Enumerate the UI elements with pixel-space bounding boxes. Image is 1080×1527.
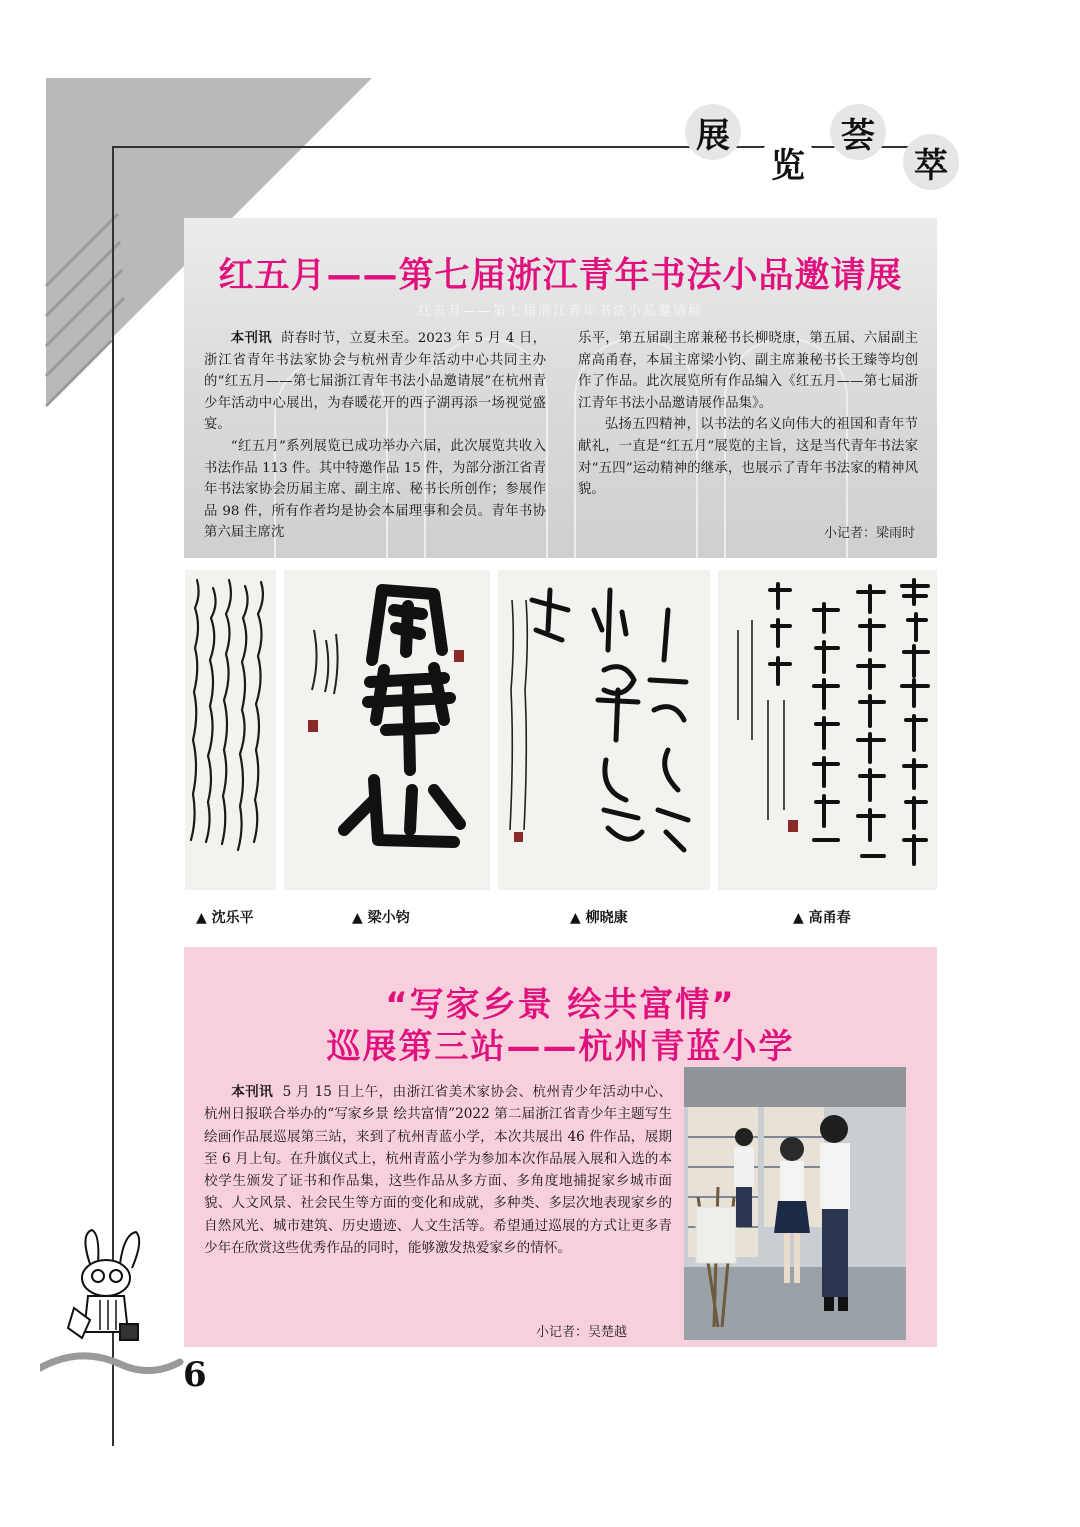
caption-liang-xiaojun: ▲ 梁小钧 [352,910,410,926]
page-number-swoosh [40,1348,200,1388]
rabbit-mascot-icon [60,1228,156,1352]
article1-paragraph-2: “红五月”系列展览已成功举办六届，此次展览共收入书法作品 113 件。其中特邀作品 15 件，为部分浙江省青年书法家协会历届主席、副主席、秘书长所创作；参展作品 98 件，所有作者均是协会本届理事和会员。青年书协第六届主席沈 [204,438,546,541]
article2-lead: 本刊讯 [231,1084,274,1100]
frame-top-rule [112,146,940,148]
article1-paragraph-1: 莳春时节，立夏未至。2023 年 5 月 4 日，浙江省青年书法家协会与杭州青少年活动中心共同主办的“红五月——第七届浙江青年书法小品邀请展”在杭州青少年活动中心展出，为春暖花开的西子湖再添一场视觉盛宴。 [204,331,547,433]
caption-gao-yongchun: ▲ 高甬春 [793,910,851,926]
calligraphy-work-gao-yongchun [718,570,937,890]
article1-column-1 [204,328,546,544]
article1-lead: 本刊讯 [230,331,272,346]
article2-body [204,1081,672,1259]
article1-paragraph-3: 乐平，第五届副主席兼秘书长柳晓康，第五届、六届副主席高甬春，本届主席梁小钧、副主席兼秘书长王臻等均创作了作品。此次展览所有作品编入《红五月——第七届浙江青年书法小品邀请展作品集》。 [578,331,918,411]
caption-shen-leping: ▲ 沈乐平 [196,910,254,926]
calligraphy-work-liang-xiaojun [284,570,490,890]
article2-reporter: 小记者：吴楚越 [536,1325,628,1340]
article1-column-2 [578,328,918,501]
section-header-char-4: 萃 [903,134,959,190]
article1-headline: 红五月——第七届浙江青年书法小品邀请展 [218,256,903,296]
article2-paragraph: 5 月 15 日上午，由浙江省美术家协会、杭州青少年活动中心、杭州日报联合举办的“写家乡景 绘共富情”2022 第二届浙江省青少年主题写生绘画作品展巡展第三站，来到了杭州青蓝小学，本次共展出 46 件作品，展期至 6 月上旬。在升旗仪式上，杭州青蓝小学为参加本次作品展入展和入选的本校学生颁发了证书和作品集，这些作品从多方面、多角度地捕捉家乡城市面貌、人文风景、社会民生等方面的变化和成就，多种类、多层次地表现家乡的自然风光、城市建筑、历史遗迹、人文生活等。希望通过巡展的方式让更多青少年在欣赏这些优秀作品的同时，能够激发热爱家乡的情怀。 [204,1084,672,1257]
seal-script-icon [498,570,710,890]
section-header-char-2: 览 [760,134,816,190]
calligraphy-work-liu-xiaokang [498,570,710,890]
clerical-script-icon [718,570,937,890]
section-header-char-3: 荟 [830,104,886,160]
page-number: 6 [183,1355,207,1395]
article2-headline-line2: 巡展第三站——杭州青蓝小学 [326,1027,795,1067]
students-viewing-artwork-photo [684,1067,906,1340]
article2-headline-line1: “写家乡景 绘共富情” [385,985,736,1025]
article-red-may-exhibition [184,218,937,558]
calligraphy-work-shen-leping [185,570,276,890]
section-header-char-1: 展 [685,104,741,160]
article1-paragraph-4: 弘扬五四精神，以书法的名义向伟大的祖国和青年节献礼，一直是“红五月”展览的主旨，这是当代青年书法家对“五四”运动精神的继承，也展示了青年书法家的精神风貌。 [578,417,918,498]
caption-liu-xiaokang: ▲ 柳晓康 [570,910,628,926]
large-character-icon [284,570,490,890]
article1-reporter: 小记者：梁雨时 [823,526,915,541]
cursive-script-icon [185,570,276,890]
exhibition-banner-background: 红五月——第七届浙江青年书法小品邀请展 [417,304,703,319]
